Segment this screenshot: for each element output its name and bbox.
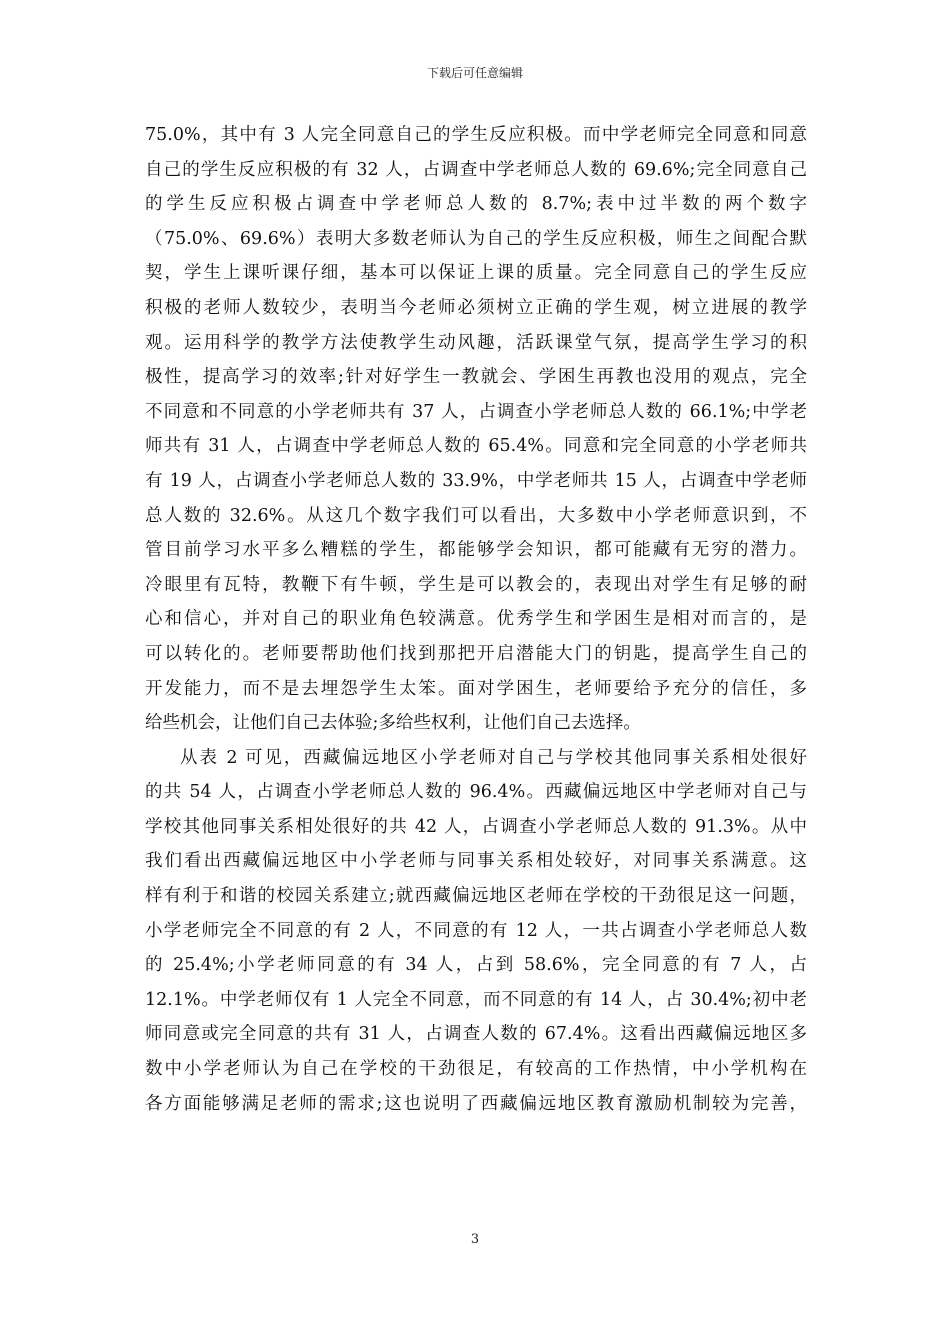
text-line: 的 25.4%;小学老师同意的有 34 人，占到 58.6%，完全同意的有 7 人，占 — [145, 955, 807, 976]
text-line: （75.0%、69.6%）表明大多数老师认为自己的学生反应积极，师生之间配合默 — [145, 228, 807, 249]
text-line: 心和信心，并对自己的职业角色较满意。优秀学生和学困生是相对而言的，是 — [145, 609, 807, 630]
text-line: 样有利于和谐的校园关系建立;就西藏偏远地区老师在学校的干劲很足这一问题， — [145, 886, 807, 907]
text-line: 极性，提高学习的效率;针对好学生一教就会、学困生再教也没用的观点，完全 — [145, 367, 807, 388]
text-line: 数中小学老师认为自己在学校的干劲很足，有较高的工作热情，中小学机构在 — [145, 1059, 807, 1080]
text-line: 总人数的 32.6%。从这几个数字我们可以看出，大多数中小学老师意识到，不 — [145, 505, 807, 526]
text-line: 可以转化的。老师要帮助他们找到那把开启潜能大门的钥匙，提高学生自己的 — [145, 643, 807, 664]
text-line: 不同意和不同意的小学老师共有 37 人，占调查小学老师总人数的 66.1%;中学老 — [145, 401, 807, 422]
text-line: 小学老师完全不同意的有 2 人，不同意的有 12 人，一共占调查小学老师总人数 — [145, 920, 807, 941]
text-line: 我们看出西藏偏远地区中小学老师与同事关系相处较好，对同事关系满意。这 — [145, 851, 807, 872]
text-line: 观。运用科学的教学方法使教学生动风趣，活跃课堂气氛，提高学生学习的积 — [145, 332, 807, 353]
paragraph-2 — [145, 741, 807, 1122]
text-line: 自己的学生反应积极的有 32 人，占调查中学老师总人数的 69.6%;完全同意自己 — [145, 159, 807, 180]
text-line: 有 19 人，占调查小学老师总人数的 33.9%，中学老师共 15 人，占调查中学老师 — [145, 470, 807, 491]
text-line: 12.1%。中学老师仅有 1 人完全不同意，而不同意的有 14 人，占 30.4%;初中老 — [145, 989, 807, 1010]
text-line: 契，学生上课听课仔细，基本可以保证上课的质量。完全同意自己的学生反应 — [145, 263, 807, 284]
text-line: 75.0%，其中有 3 人完全同意自己的学生反应积极。而中学老师完全同意和同意 — [145, 125, 807, 145]
document-body — [145, 118, 807, 1121]
text-line: 师同意或完全同意的共有 31 人，占调查人数的 67.4%。这看出西藏偏远地区多 — [145, 1024, 807, 1045]
text-line: 积极的老师人数较少，表明当今老师必须树立正确的学生观，树立进展的教学 — [145, 297, 807, 318]
text-line: 各方面能够满足老师的需求;这也说明了西藏偏远地区教育激励机制较为完善， — [145, 1093, 807, 1114]
text-line: 冷眼里有瓦特，教鞭下有牛顿，学生是可以教会的，表现出对学生有足够的耐 — [145, 574, 807, 595]
text-line: 给些机会，让他们自己去体验;多给些权利，让他们自己去选择。 — [145, 713, 641, 734]
paragraph-1 — [145, 118, 807, 741]
text-line: 学校其他同事关系相处很好的共 42 人，占调查小学老师总人数的 91.3%。从中 — [145, 816, 807, 837]
page-header: 下载后可任意编辑 — [426, 66, 523, 80]
text-line: 管目前学习水平多么糟糕的学生，都能够学会知识，都可能藏有无穷的潜力。 — [145, 540, 807, 561]
text-line: 的学生反应积极占调查中学老师总人数的 8.7%;表中过半数的两个数字 — [145, 194, 807, 215]
text-line: 的共 54 人，占调查小学老师总人数的 96.4%。西藏偏远地区中学老师对自己与 — [145, 782, 807, 803]
text-line: 从表 2 可见，西藏偏远地区小学老师对自己与学校其他同事关系相处很好 — [180, 747, 807, 768]
page-number: 3 — [470, 1232, 480, 1247]
text-line: 师共有 31 人，占调查中学老师总人数的 65.4%。同意和完全同意的小学老师共 — [145, 436, 807, 457]
text-line: 开发能力，而不是去埋怨学生太笨。面对学困生，老师要给予充分的信任，多 — [145, 678, 807, 699]
